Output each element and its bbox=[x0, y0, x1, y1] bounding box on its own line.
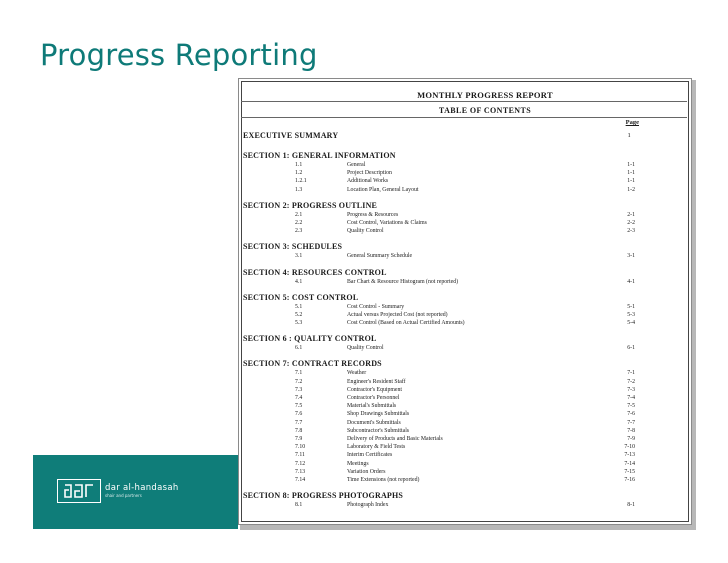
toc-item bbox=[243, 451, 683, 459]
section-heading: SECTION 6 : QUALITY CONTROL bbox=[243, 334, 377, 344]
toc-item-page: 7-13 bbox=[624, 452, 635, 459]
toc-item-number: 2.3 bbox=[295, 228, 303, 235]
toc-item bbox=[243, 311, 683, 319]
toc-item-page: 7-9 bbox=[627, 435, 635, 442]
toc-item bbox=[243, 169, 683, 177]
toc-item-number: 7.11 bbox=[295, 452, 305, 459]
toc-item bbox=[243, 344, 683, 352]
toc-item-number: 3.1 bbox=[295, 253, 303, 260]
brand-tagline: shair and partners bbox=[105, 493, 142, 498]
toc-item bbox=[243, 427, 683, 435]
toc-item-label: Actual versus Projected Cost (not reported) bbox=[347, 311, 448, 318]
section-heading: SECTION 5: COST CONTROL bbox=[243, 292, 359, 302]
toc-item bbox=[243, 394, 683, 402]
toc-item bbox=[243, 435, 683, 443]
section-heading: SECTION 4: RESOURCES CONTROL bbox=[243, 267, 387, 277]
toc-item-label: Interim Certificates bbox=[347, 452, 393, 459]
toc-item-label: Document's Submittals bbox=[347, 419, 401, 426]
toc-item-number: 5.3 bbox=[295, 320, 303, 327]
section-heading: SECTION 7: CONTRACT RECORDS bbox=[243, 359, 382, 369]
toc-section bbox=[243, 201, 683, 236]
toc-item-label: Time Extensions (not reported) bbox=[347, 476, 420, 483]
toc-item-page: 5-1 bbox=[627, 303, 635, 310]
slide-title: Progress Reporting bbox=[40, 38, 318, 72]
toc-item-page: 7-10 bbox=[624, 444, 635, 451]
toc-item-label: Bar Chart & Resource Histogram (not reported) bbox=[347, 278, 459, 285]
toc-item-page: 7-15 bbox=[624, 468, 635, 475]
toc-item-label: Additional Works bbox=[347, 178, 389, 185]
toc-section bbox=[243, 268, 683, 286]
toc-item-number: 7.7 bbox=[295, 419, 303, 426]
toc-item-page: 2-1 bbox=[627, 211, 635, 218]
toc-item-page: 5-3 bbox=[627, 311, 635, 318]
toc-section bbox=[243, 242, 683, 260]
toc-item-page: 1-1 bbox=[627, 162, 635, 168]
toc-item-page: 7-2 bbox=[627, 378, 635, 385]
brand-text bbox=[105, 484, 179, 498]
toc-item-page: 2-2 bbox=[627, 219, 635, 226]
toc-item-page: 7-14 bbox=[624, 460, 635, 467]
toc-title: TABLE OF CONTENTS bbox=[438, 106, 532, 115]
toc-item-page: 5-4 bbox=[627, 320, 635, 327]
toc-item-page: 2-3 bbox=[627, 228, 635, 235]
toc-sections bbox=[243, 151, 683, 509]
toc-item bbox=[243, 177, 683, 185]
toc-item-page: 4-1 bbox=[627, 278, 635, 285]
toc-item-number: 7.5 bbox=[295, 403, 303, 410]
toc-item-number: 1.2 bbox=[295, 170, 303, 177]
toc-item-page: 7-5 bbox=[627, 403, 635, 410]
toc-item-page: 7-8 bbox=[627, 427, 635, 434]
toc-item bbox=[243, 161, 683, 169]
toc-item bbox=[243, 476, 683, 484]
toc-item-label: General Summary Schedule bbox=[347, 253, 413, 260]
toc-item-number: 7.6 bbox=[295, 411, 303, 418]
toc-item-label: Progress & Resources bbox=[347, 211, 399, 218]
toc-item-label: Engineer's Resident Staff bbox=[347, 378, 406, 385]
toc-item-label: Quality Control bbox=[347, 228, 384, 235]
toc-item-page: 1-1 bbox=[627, 178, 635, 185]
toc-item bbox=[243, 303, 683, 311]
toc-item bbox=[243, 319, 683, 327]
toc-entry-label: EXECUTIVE SUMMARY bbox=[243, 131, 339, 140]
toc-item-label: Quality Control bbox=[347, 345, 384, 352]
toc-section bbox=[243, 334, 683, 352]
toc-item bbox=[243, 386, 683, 394]
toc-item-label: Cost Control, Variations & Claims bbox=[347, 219, 427, 226]
toc-item bbox=[243, 460, 683, 468]
toc-item-number: 7.12 bbox=[295, 460, 306, 467]
toc-item-label: Subcontractor's Submittals bbox=[347, 427, 410, 434]
toc-section bbox=[243, 491, 683, 509]
section-heading: SECTION 2: PROGRESS OUTLINE bbox=[243, 200, 378, 210]
toc-item-label: Weather bbox=[347, 370, 367, 377]
toc-item bbox=[243, 278, 683, 286]
toc-item-number: 1.1 bbox=[295, 162, 303, 168]
section-heading: SECTION 3: SCHEDULES bbox=[243, 242, 343, 252]
toc-item bbox=[243, 443, 683, 451]
toc-item bbox=[243, 252, 683, 260]
toc-item-number: 7.9 bbox=[295, 435, 303, 442]
toc-item-number: 2.2 bbox=[295, 219, 303, 226]
report-document bbox=[238, 78, 692, 525]
toc-item bbox=[243, 410, 683, 418]
toc-item-number: 5.1 bbox=[295, 303, 303, 310]
toc-item-page: 1-1 bbox=[627, 170, 635, 177]
toc-item-label: Laboratory & Field Tests bbox=[347, 444, 406, 451]
toc-item-number: 7.10 bbox=[295, 444, 306, 451]
toc-item-number: 4.1 bbox=[295, 278, 303, 285]
toc-item-number: 1.3 bbox=[295, 186, 303, 193]
toc-entry-page: 1 bbox=[627, 132, 631, 139]
toc-item-label: Cost Control - Summary bbox=[347, 303, 405, 310]
brand-name: dar al-handasah bbox=[105, 483, 179, 493]
toc-item-label: Material's Submittals bbox=[347, 403, 397, 410]
executive-summary-entry bbox=[243, 128, 683, 144]
toc-item bbox=[243, 378, 683, 386]
toc-item-page: 7-4 bbox=[627, 395, 635, 401]
toc-item-number: 7.3 bbox=[295, 386, 303, 393]
section-heading: SECTION 1: GENERAL INFORMATION bbox=[243, 151, 396, 160]
toc-item-label: Project Description bbox=[347, 170, 392, 177]
toc-item bbox=[243, 501, 683, 509]
toc-item bbox=[243, 211, 683, 219]
toc-item-number: 7.13 bbox=[295, 468, 306, 475]
toc-item-number: 7.1 bbox=[295, 370, 303, 377]
toc-item-label: Cost Control (Based on Actual Certified Amounts) bbox=[347, 320, 465, 327]
toc-item-page: 1-2 bbox=[627, 186, 635, 193]
toc-item-label: Delivery of Products and Basic Materials bbox=[347, 435, 443, 442]
toc-item-number: 7.8 bbox=[295, 427, 303, 434]
toc-item-page: 7-7 bbox=[627, 419, 635, 426]
toc-item-number: 7.4 bbox=[295, 395, 303, 401]
toc-item-page: 6-1 bbox=[627, 345, 635, 352]
toc-item bbox=[243, 369, 683, 377]
toc-section bbox=[243, 359, 683, 484]
toc-item-page: 7-16 bbox=[624, 476, 635, 483]
toc-item-number: 7.2 bbox=[295, 378, 303, 385]
toc-item-label: General bbox=[347, 162, 366, 168]
page-column-header: Page bbox=[625, 119, 639, 126]
toc-item-label: Shop Drawings Submittals bbox=[347, 411, 410, 418]
toc-section bbox=[243, 293, 683, 328]
report-title: MONTHLY PROGRESS REPORT bbox=[417, 90, 553, 100]
toc-item-label: Variation Orders bbox=[347, 468, 386, 475]
toc-item-page: 7-1 bbox=[627, 370, 635, 377]
toc-item-number: 6.1 bbox=[295, 345, 303, 352]
dar-logo-icon bbox=[57, 479, 101, 503]
toc-item-page: 7-6 bbox=[627, 411, 635, 418]
toc-item bbox=[243, 468, 683, 476]
toc-item-page: 8-1 bbox=[627, 502, 635, 509]
toc-item bbox=[243, 402, 683, 410]
toc-item-label: Contractor's Personnel bbox=[347, 395, 400, 401]
toc-item bbox=[243, 186, 683, 194]
toc-item-label: Contractor's Equipment bbox=[347, 386, 402, 393]
toc-item-number: 1.2.1 bbox=[295, 178, 307, 185]
toc-item-label: Photograph Index bbox=[347, 502, 389, 509]
document-content bbox=[243, 89, 683, 524]
toc-item-number: 5.2 bbox=[295, 311, 303, 318]
divider bbox=[241, 101, 687, 102]
brand-band bbox=[33, 455, 238, 529]
toc-item bbox=[243, 219, 683, 227]
toc-item-number: 2.1 bbox=[295, 211, 303, 218]
toc-item-number: 8.1 bbox=[295, 502, 303, 509]
toc-item-page: 7-3 bbox=[627, 386, 635, 393]
toc-item bbox=[243, 227, 683, 235]
section-heading: SECTION 8: PROGRESS PHOTOGRAPHS bbox=[243, 491, 404, 501]
toc-item-page: 3-1 bbox=[627, 253, 635, 260]
toc-item bbox=[243, 419, 683, 427]
toc-item-number: 7.14 bbox=[295, 476, 306, 483]
toc-item-label: Location Plan, General Layout bbox=[347, 186, 419, 193]
toc-item-label: Meetings bbox=[347, 460, 369, 467]
toc-section bbox=[243, 151, 683, 194]
